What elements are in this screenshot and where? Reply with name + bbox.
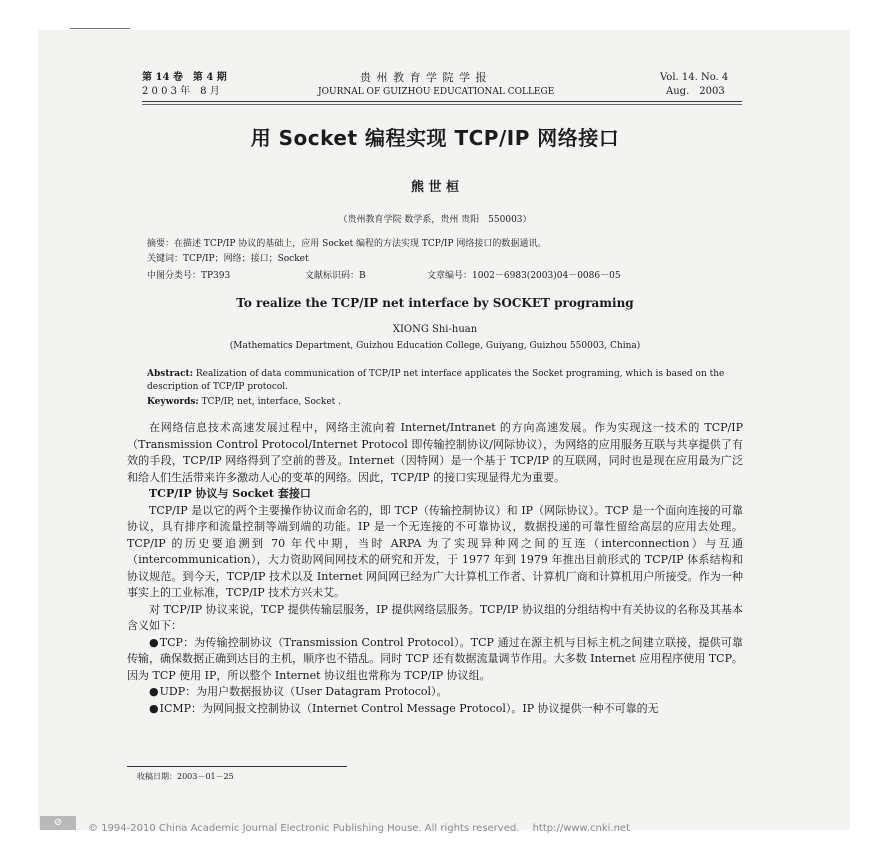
clc-number: 中图分类号：TP393 (147, 271, 231, 281)
header-date-en: Aug. 2003 (666, 86, 725, 97)
bullet-tcp: ● TCP：为传输控制协议（Transmission Control Protocol）。TCP 通过在源主机与目标主机之间建立联接，提供可靠传输，确保数据正确到达目的主机，顺序也不错乱。同时 TCP 还有数据流量调节作用。大多数 Internet 应用程序使用 TCP。因为 TCP 使用 IP，所以整个 Internet 协议组也常称为 TCP/IP 协议组。 (127, 635, 743, 685)
english-affiliation: (Mathematics Department, Guizhou Education College, Guiyang, Guizhou 550003, China) (229, 341, 641, 351)
keywords-cn: 关键词：TCP/IP；网络；接口；Socket (147, 254, 309, 264)
keywords-en (147, 396, 737, 409)
article-number: 文章编号：1002－6983(2003)04－0086－05 (427, 271, 621, 281)
header-journal-en: JOURNAL OF GUIZHOU EDUCATIONAL COLLEGE (318, 87, 555, 97)
bullet-udp: ● UDP：为用户数据报协议（User Datagram Protocol）。 (127, 684, 743, 701)
abstract-cn: 摘要：在描述 TCP/IP 协议的基础上，应用 Socket 编程的方法实现 TCP/IP 网络接口的数据通讯。 (147, 239, 547, 249)
abstract-en (147, 368, 737, 394)
section-heading: TCP/IP 协议与 Socket 套接口 (149, 487, 311, 500)
author-affiliation: （贵州教育学院 数学系，贵州 贵阳 550003） (338, 215, 532, 225)
header-volume-en: Vol. 14. No. 4 (660, 72, 729, 83)
header-rule-thin (142, 104, 742, 105)
english-author: XIONG Shi-huan (392, 324, 478, 335)
keywords-en-label: Keywords: (147, 397, 199, 407)
bullet-icmp: ● ICMP：为网间报文控制协议（Internet Control Message Protocol）。IP 协议提供一种不可靠的无 (127, 701, 743, 718)
header-rule (142, 101, 742, 102)
body-text (127, 420, 743, 717)
abstract-en-label: Abstract: (147, 369, 194, 379)
received-date: 收稿日期：2003－01－25 (137, 772, 234, 781)
abstract-en-text: Realization of data communication of TCP/IP net interface applicates the Socket programing, which is based on the description of TCP/IP protocol. (147, 369, 725, 392)
cnki-logo-icon: ⊘ (40, 816, 76, 830)
copyright-watermark: © 1994-2010 China Academic Journal Electronic Publishing House. All rights reserved. http://www.cnki.net (88, 823, 630, 834)
paper-author: 熊 世 桓 (410, 180, 460, 195)
paragraph-intro: 在网络信息技术高速发展过程中，网络主流向着 Internet/Intranet 的方向高速发展。作为实现这一技术的 TCP/IP（Transmission Control Protocol/Internet Protocol 即传输控制协议/网际协议），为网络的应用服务互联与共享提供了有效的手段，TCP/IP 网络得到了空前的普及。Internet（因特网）是一个基于 TCP/IP 的互联网，同时也是现在应用最为广泛和给人们生活带来许多激动人心的变革的网络。因此，TCP/IP 的接口实现显得尤为重要。 (127, 421, 743, 484)
english-title: To realize the TCP/IP net interface by SOCKET programing (236, 296, 634, 310)
paper-title: 用 Socket 编程实现 TCP/IP 网络接口 (250, 126, 620, 150)
document-code: 文献标识码：B (305, 271, 366, 281)
paragraph-tcpip: TCP/IP 是以它的两个主要操作协议而命名的，即 TCP（传输控制协议）和 IP（网际协议）。TCP 是一个面向连接的可靠协议，具有排序和流量控制等端到端的功能。IP 是一个无连接的不可靠协议，数据投递的可靠性留给高层的应用去处理。TCP/IP 的历史要追溯到 70 年代中期，当时 ARPA 为了实现异种网之间的互连（interconnection）与互通（intercommunication），大力资助网间网技术的研究和开发，于 1977 年到 1979 年推出目前形式的 TCP/IP 体系结构和协议规范。到今天，TCP/IP 技术以及 Internet 网间网已经为广大计算机工作者、计算机厂商和计算机用户所接受。作为一种事实上的工业标准，TCP/IP 技术方兴未艾。 (127, 503, 743, 599)
paragraph-protocols: 对 TCP/IP 协议来说，TCP 提供传输层服务，IP 提供网络层服务。TCP/IP 协议组的分组结构中有关协议的名称及其基本含义如下： (127, 602, 743, 632)
header-volume-cn: 第 14 卷 第 4 期 (142, 72, 227, 83)
keywords-en-text: TCP/IP, net, interface, Socket . (198, 397, 342, 407)
footnote-rule (127, 766, 347, 767)
scan-artifact-line (70, 28, 130, 29)
header-date-cn: 2 0 0 3 年 8 月 (142, 86, 220, 97)
header-journal-cn: 贵 州 教 育 学 院 学 报 (360, 71, 488, 84)
